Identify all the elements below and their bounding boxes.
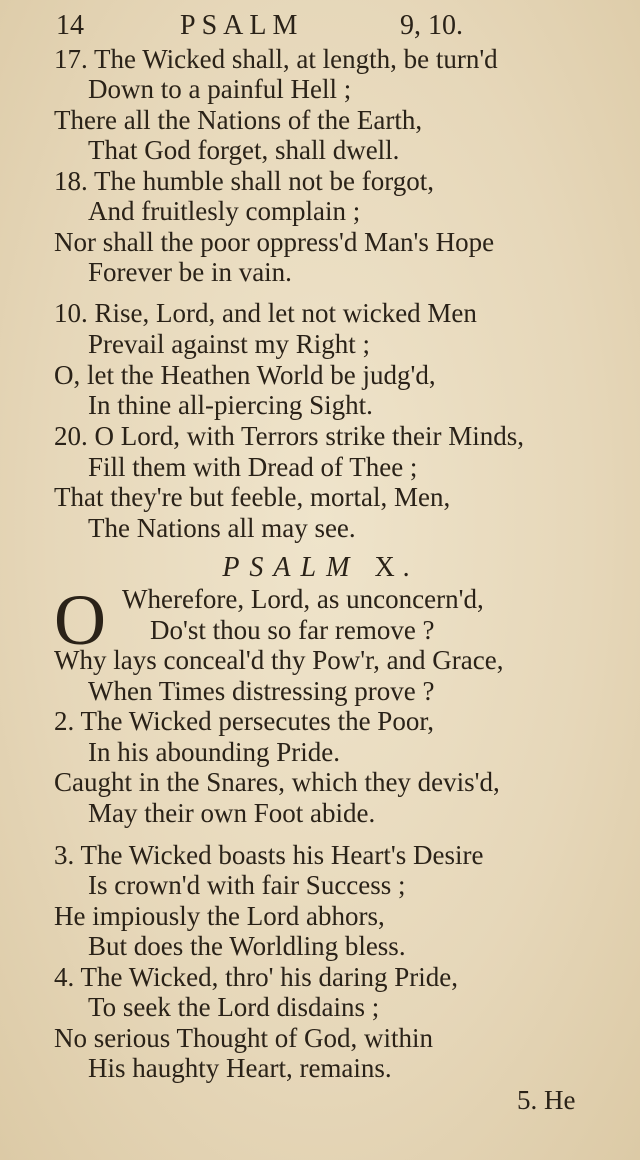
verse-line: Nor shall the poor oppress'd Man's Hope [54, 227, 495, 257]
verse-line: He impiously the Lord abhors, [54, 901, 385, 931]
verse-line: 17. The Wicked shall, at length, be turn'd [54, 44, 498, 74]
verse-line: And fruitlesly complain ; [88, 196, 361, 226]
verse-line: Caught in the Snares, which they devis'd, [54, 767, 500, 797]
verse-line: 18. The humble shall not be forgot, [54, 166, 434, 196]
verse-line: Forever be in vain. [88, 257, 292, 287]
verse-line: 10. Rise, Lord, and let not wicked Men [54, 298, 477, 328]
verse-line: Wherefore, Lord, as unconcern'd, [122, 584, 484, 614]
running-header [0, 4, 640, 44]
verse-line: When Times distressing prove ? [88, 676, 435, 706]
page-number: 14 [56, 10, 84, 41]
verse-line: Prevail against my Right ; [88, 329, 370, 359]
verse-line: 3. The Wicked boasts his Heart's Desire [54, 840, 484, 870]
verse-line: But does the Worldling bless. [88, 931, 406, 961]
verse-line: His haughty Heart, remains. [88, 1053, 392, 1083]
verse-line: Do'st thou so far remove ? [150, 615, 435, 645]
verse-line: No serious Thought of God, within [54, 1023, 433, 1053]
psalm-numbers: 9, 10. [400, 10, 463, 41]
drop-cap: O [54, 580, 106, 660]
psalm-heading-word: PSALM [222, 552, 360, 583]
verse-line: 2. The Wicked persecutes the Poor, [54, 706, 434, 736]
catchword: 5. He [517, 1085, 576, 1115]
verse-line: There all the Nations of the Earth, [54, 105, 423, 135]
verse-line: O, let the Heathen World be judg'd, [54, 360, 436, 390]
verse-line: The Nations all may see. [88, 513, 356, 543]
verse-line: Fill them with Dread of Thee ; [88, 452, 418, 482]
verse-line: Why lays conceal'd thy Pow'r, and Grace, [54, 645, 504, 675]
verse-line: In his abounding Pride. [88, 737, 340, 767]
verse-line: 20. O Lord, with Terrors strike their Minds, [54, 421, 525, 451]
verse-line: To seek the Lord disdains ; [88, 992, 380, 1022]
verse-line: 4. The Wicked, thro' his daring Pride, [54, 962, 458, 992]
verse-line: That they're but feeble, mortal, Men, [54, 482, 451, 512]
running-title: PSALM [180, 10, 304, 41]
psalm-heading-numeral: X. [374, 552, 418, 583]
verse-line: That God forget, shall dwell. [88, 135, 400, 165]
verse-line: Is crown'd with fair Success ; [88, 870, 406, 900]
verse-line: In thine all-piercing Sight. [88, 390, 373, 420]
verse-line: Down to a painful Hell ; [88, 74, 352, 104]
verse-line: May their own Foot abide. [88, 798, 376, 828]
